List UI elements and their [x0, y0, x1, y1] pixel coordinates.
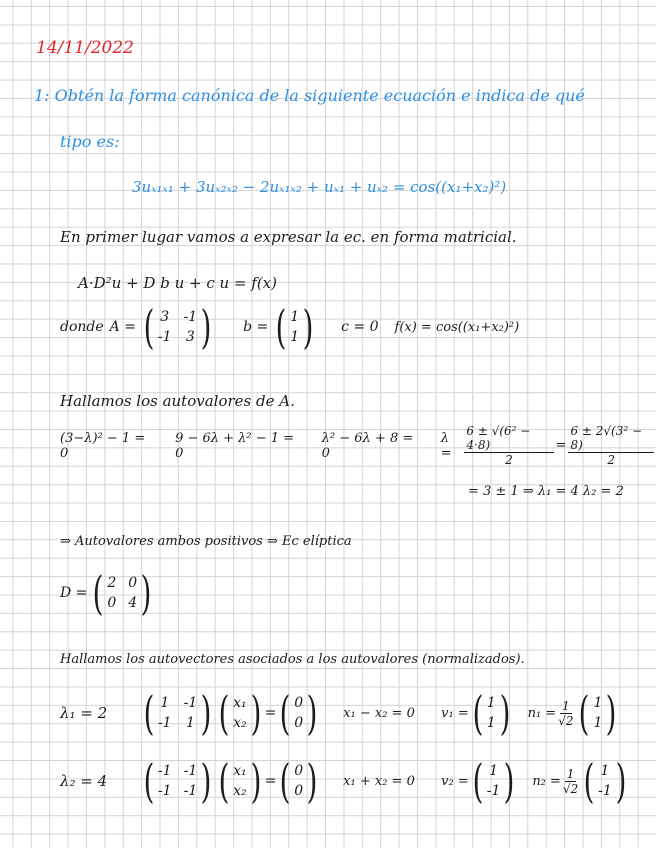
- fraction-numerator: 1: [566, 766, 575, 781]
- case2-n: [598, 763, 612, 799]
- vector-cell: 1: [290, 309, 300, 325]
- close-paren: ): [306, 686, 318, 740]
- case1-n: [593, 695, 602, 731]
- vector-cell: 1: [486, 695, 496, 711]
- case1-x-vector: [233, 695, 247, 731]
- donde-row: [60, 300, 520, 354]
- open-paren: (: [279, 686, 291, 740]
- open-paren: (: [143, 686, 155, 740]
- case1-zero-vector: [294, 695, 303, 731]
- eigen-eq-2: 9 − 6λ + λ² − 1 = 0: [175, 430, 295, 461]
- matrix-cell: 2: [107, 575, 117, 591]
- open-paren: (: [275, 300, 287, 354]
- matrix-cell: -1: [183, 309, 198, 325]
- vector-cell: -1: [486, 783, 501, 799]
- case1-matrix: [158, 695, 197, 731]
- matrix-cell: 0: [128, 575, 138, 591]
- matrix-cell: -1: [157, 763, 172, 779]
- vector-cell: 1: [486, 715, 496, 731]
- matrix-cell: 0: [107, 595, 117, 611]
- close-paren: ): [302, 300, 314, 354]
- open-paren: (: [143, 754, 155, 808]
- case2-matrix: [158, 763, 197, 799]
- matrix-cell: 1: [160, 695, 170, 711]
- open-paren: (: [143, 300, 155, 354]
- open-paren: (: [218, 754, 230, 808]
- open-paren: (: [472, 686, 484, 740]
- open-paren: (: [583, 754, 595, 808]
- f-definition: f(x) = cos((x₁+x₂)²): [394, 319, 520, 335]
- vector-cell: 1: [489, 763, 498, 779]
- vector-cell: 0: [294, 695, 304, 711]
- intro-text: En primer lugar vamos a expresar la ec. en forma matricial.: [60, 228, 517, 246]
- vector-cell: 0: [294, 763, 304, 779]
- close-paren: ): [615, 754, 627, 808]
- matrix-cell: 3: [160, 309, 170, 325]
- conclusion-text: ⇒ Autovalores ambos positivos ⇒ Ec elíptica: [60, 534, 352, 549]
- fraction-1: [464, 424, 553, 467]
- case2-lambda: λ₂ = 4: [60, 772, 108, 790]
- fraction-denominator: √2: [562, 781, 579, 796]
- matrix-cell: 1: [185, 715, 195, 731]
- D-label: D =: [60, 585, 88, 601]
- D-matrix-row: [60, 566, 155, 620]
- case2-n-label: n₂ =: [532, 773, 561, 789]
- matrix-cell: -1: [183, 695, 198, 711]
- eigvec-heading: Hallamos los autovectores asociados a los autovalores (normalizados).: [60, 652, 525, 667]
- matrix-A: [158, 309, 197, 345]
- vector-cell: 1: [593, 695, 603, 711]
- matrix-cell: -1: [183, 783, 198, 799]
- fraction-numerator: 6 ± 2√(3² − 8): [568, 424, 654, 453]
- case2-v-label: v₂ =: [441, 773, 469, 789]
- vector-cell: 1: [600, 763, 610, 779]
- matrix-form: A·D²u + D b u + c u = f(x): [78, 274, 277, 292]
- open-paren: (: [218, 686, 230, 740]
- fraction-numerator: 6 ± √(6² − 4·8): [464, 424, 553, 453]
- eigen-equations: (3−λ)² − 1 = 0 9 − 6λ + λ² − 1 = 0 λ² − 6λ + 8 = 0 λ = $\frac{\text{6 ± √(6² − 4·8)}}{2}$ = $\frac{\text{6 ± 2√(3² − 8)}}{2}$: [60, 424, 656, 467]
- case2-zero-vector: [294, 763, 303, 799]
- problem-statement-line2: tipo es:: [60, 132, 120, 151]
- open-paren: (: [579, 686, 590, 740]
- fraction-denominator: 2: [607, 453, 616, 467]
- date: 14/11/2022: [36, 38, 134, 58]
- matrix-cell: 4: [128, 595, 138, 611]
- eigen-result: = 3 ± 1 ⇒ λ₁ = 4 λ₂ = 2: [468, 484, 624, 499]
- open-paren: (: [92, 566, 104, 620]
- close-paren: ): [250, 754, 262, 808]
- lambda-prefix: λ =: [440, 430, 452, 461]
- eigen-eq-3: λ² − 6λ + 8 = 0: [321, 430, 414, 461]
- eigen-heading: Hallamos los autovalores de A.: [60, 392, 295, 410]
- case2-x-vector: [233, 763, 247, 799]
- matrix-cell: -1: [157, 783, 172, 799]
- case1-v-label: v₁ =: [441, 705, 469, 721]
- vector-cell: 1: [593, 715, 603, 731]
- A-label: A =: [109, 319, 136, 335]
- donde-label: donde: [60, 319, 104, 335]
- vector-cell: x₁: [233, 695, 247, 711]
- case1-lambda: λ₁ = 2: [60, 704, 108, 722]
- close-paren: ): [200, 300, 212, 354]
- case2-v: [487, 763, 501, 799]
- vector-cell: 1: [290, 329, 300, 345]
- vector-b: [290, 309, 299, 345]
- close-paren: ): [200, 754, 212, 808]
- vector-cell: x₂: [233, 783, 247, 799]
- case1-n-fraction: [558, 699, 573, 728]
- case1-row: λ₁ = 2 ( 1 -1 -1 1 ) ( x₁ x₂ ) = ( 0 0 ) x₁ − x₂ = 0 v₁ = ( 1 1 ) n₁ = $\frac{1}{√2}$ ( 1 1 ): [60, 686, 617, 740]
- vector-cell: 0: [294, 783, 304, 799]
- open-paren: (: [279, 754, 291, 808]
- matrix-cell: -1: [157, 329, 172, 345]
- close-paren: ): [140, 566, 152, 620]
- matrix-cell: -1: [183, 763, 198, 779]
- close-paren: ): [250, 686, 262, 740]
- b-label: b =: [243, 319, 269, 335]
- eigen-eq-1: (3−λ)² − 1 = 0: [60, 430, 146, 461]
- matrix-cell: -1: [157, 715, 172, 731]
- matrix-D: [107, 575, 137, 611]
- close-paren: ): [503, 754, 515, 808]
- vector-cell: x₁: [233, 763, 247, 779]
- case1-equation: x₁ − x₂ = 0: [343, 705, 415, 721]
- case1-n-label: n₁ =: [527, 705, 557, 721]
- matrix-cell: 3: [185, 329, 195, 345]
- close-paren: ): [306, 754, 318, 808]
- case2-equation: x₁ + x₂ = 0: [343, 773, 415, 789]
- case2-n-fraction: [563, 767, 578, 796]
- fraction-numerator: 1: [562, 698, 570, 713]
- case2-row: λ₂ = 4 ( -1 -1 -1 -1 ) ( x₁ x₂ ) = ( 0 0 ) x₁ + x₂ = 0 v₂ = ( 1 -1 ) n₂ = $\frac{1}{√2}$ ( 1 -1 ): [60, 754, 627, 808]
- fraction-denominator: √2: [558, 713, 574, 728]
- fraction-2: [568, 424, 654, 467]
- close-paren: ): [605, 686, 617, 740]
- vector-cell: -1: [598, 783, 612, 799]
- vector-cell: x₂: [233, 715, 247, 731]
- fraction-denominator: 2: [505, 453, 513, 467]
- problem-statement-line1: 1: Obtén la forma canónica de la siguiente ecuación e indica de qué: [34, 86, 585, 105]
- case1-v: [487, 695, 496, 731]
- vector-cell: 0: [294, 715, 304, 731]
- close-paren: ): [200, 686, 212, 740]
- close-paren: ): [499, 686, 511, 740]
- c-value: c = 0: [341, 319, 379, 335]
- open-paren: (: [472, 754, 484, 808]
- problem-equation: 3uₓ₁ₓ₁ + 3uₓ₂ₓ₂ − 2uₓ₁ₓ₂ + uₓ₁ + uₓ₂ = cos((x₁+x₂)²): [132, 178, 507, 196]
